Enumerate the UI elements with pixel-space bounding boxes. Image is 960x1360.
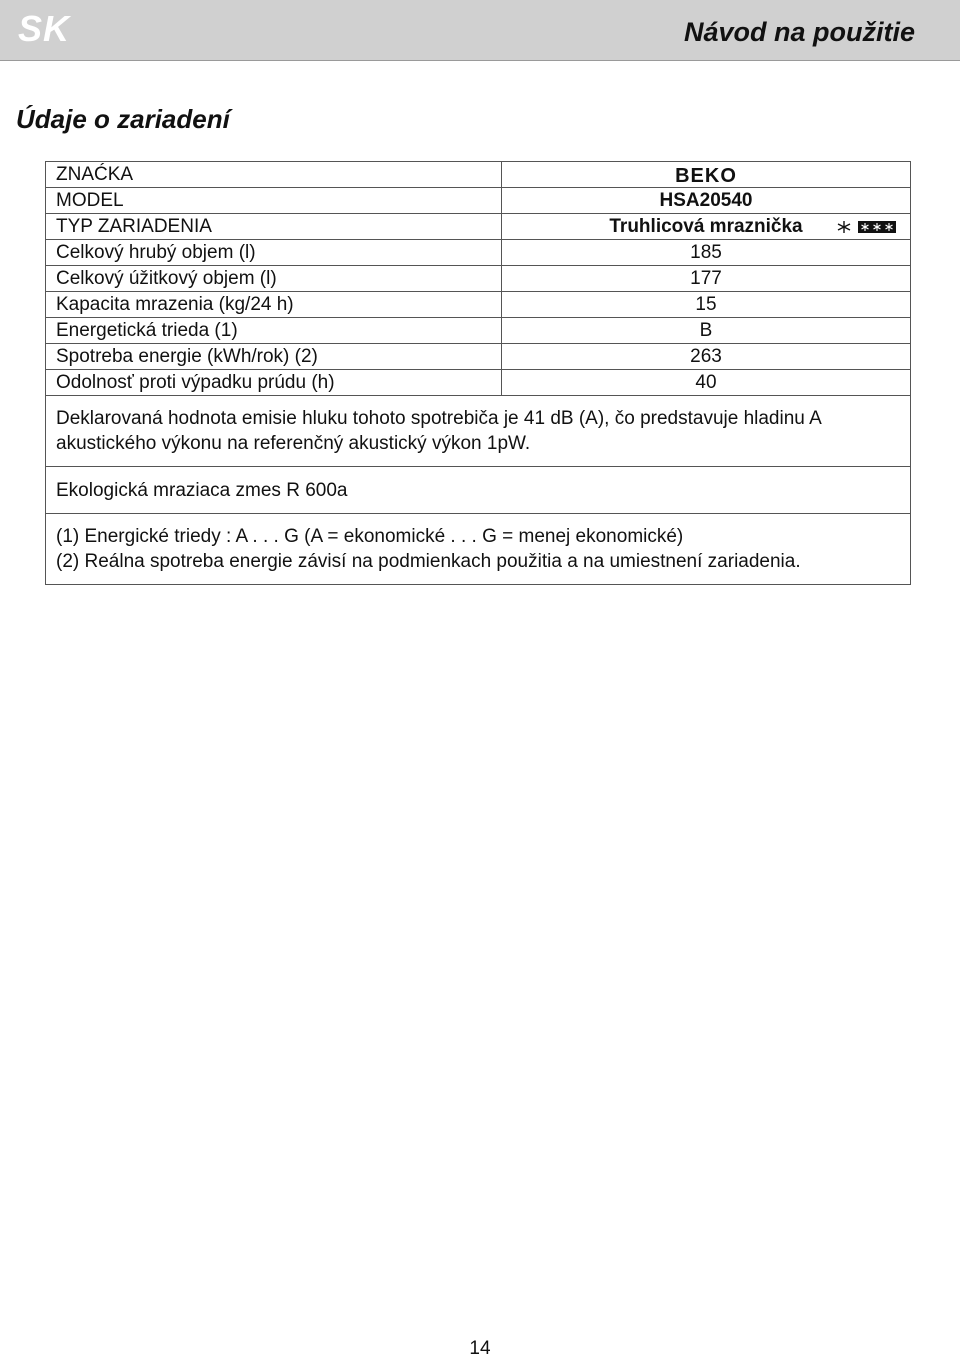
footnote-1: (1) Energické triedy : A . . . G (A = ekonomické . . . G = menej ekonomické) bbox=[56, 526, 684, 547]
footnotes-cell bbox=[46, 514, 911, 585]
brand-cell bbox=[502, 162, 911, 188]
footnotes-row bbox=[46, 514, 911, 585]
row-value: 15 bbox=[502, 292, 911, 318]
table-row bbox=[46, 266, 911, 292]
noise-note: Deklarovaná hodnota emisie hluku tohoto spotrebiča je 41 dB (A), čo predstavuje hladinu A akustického výkonu na referenčný akustický výkon 1pW. bbox=[46, 396, 911, 467]
row-value: Truhlicová mraznička bbox=[609, 216, 803, 237]
svg-text:BEKO: BEKO bbox=[675, 164, 737, 185]
page-header bbox=[0, 0, 960, 61]
row-label: Celkový úžitkový objem (l) bbox=[46, 266, 502, 292]
table-row bbox=[46, 370, 911, 396]
row-value: 185 bbox=[502, 240, 911, 266]
row-label: MODEL bbox=[46, 188, 502, 214]
section-title: Údaje o zariadení bbox=[16, 104, 230, 134]
table-row bbox=[46, 318, 911, 344]
row-value: HSA20540 bbox=[502, 188, 911, 214]
footnote-2: (2) Reálna spotreba energie závisí na podmienkach použitia a na umiestnení zariadenia. bbox=[56, 551, 801, 572]
row-label: Odolnosť proti výpadku prúdu (h) bbox=[46, 370, 502, 396]
appliance-type-cell bbox=[502, 214, 911, 240]
refrigerant-note: Ekologická mraziaca zmes R 600a bbox=[46, 467, 911, 514]
table-row bbox=[46, 240, 911, 266]
row-value: B bbox=[502, 318, 911, 344]
row-label: Energetická trieda (1) bbox=[46, 318, 502, 344]
row-label: Spotreba energie (kWh/rok) (2) bbox=[46, 344, 502, 370]
page-number: 14 bbox=[469, 1338, 491, 1359]
row-value: 177 bbox=[502, 266, 911, 292]
row-label: TYP ZARIADENIA bbox=[46, 214, 502, 240]
freezer-star-icon bbox=[836, 219, 898, 235]
table-row bbox=[46, 344, 911, 370]
row-label: Kapacita mrazenia (kg/24 h) bbox=[46, 292, 502, 318]
table-row bbox=[46, 188, 911, 214]
row-value: 40 bbox=[502, 370, 911, 396]
row-label: ZNAĆKA bbox=[46, 162, 502, 188]
noise-row bbox=[46, 396, 911, 467]
table-row bbox=[46, 292, 911, 318]
row-label: Celkový hrubý objem (l) bbox=[46, 240, 502, 266]
refrigerant-row bbox=[46, 467, 911, 514]
table-row bbox=[46, 214, 911, 240]
beko-logo bbox=[660, 165, 752, 185]
spec-table bbox=[45, 161, 911, 585]
manual-title: Návod na použitie bbox=[683, 17, 915, 47]
table-row bbox=[46, 162, 911, 188]
row-value: 263 bbox=[502, 344, 911, 370]
language-code: SK bbox=[18, 8, 71, 49]
